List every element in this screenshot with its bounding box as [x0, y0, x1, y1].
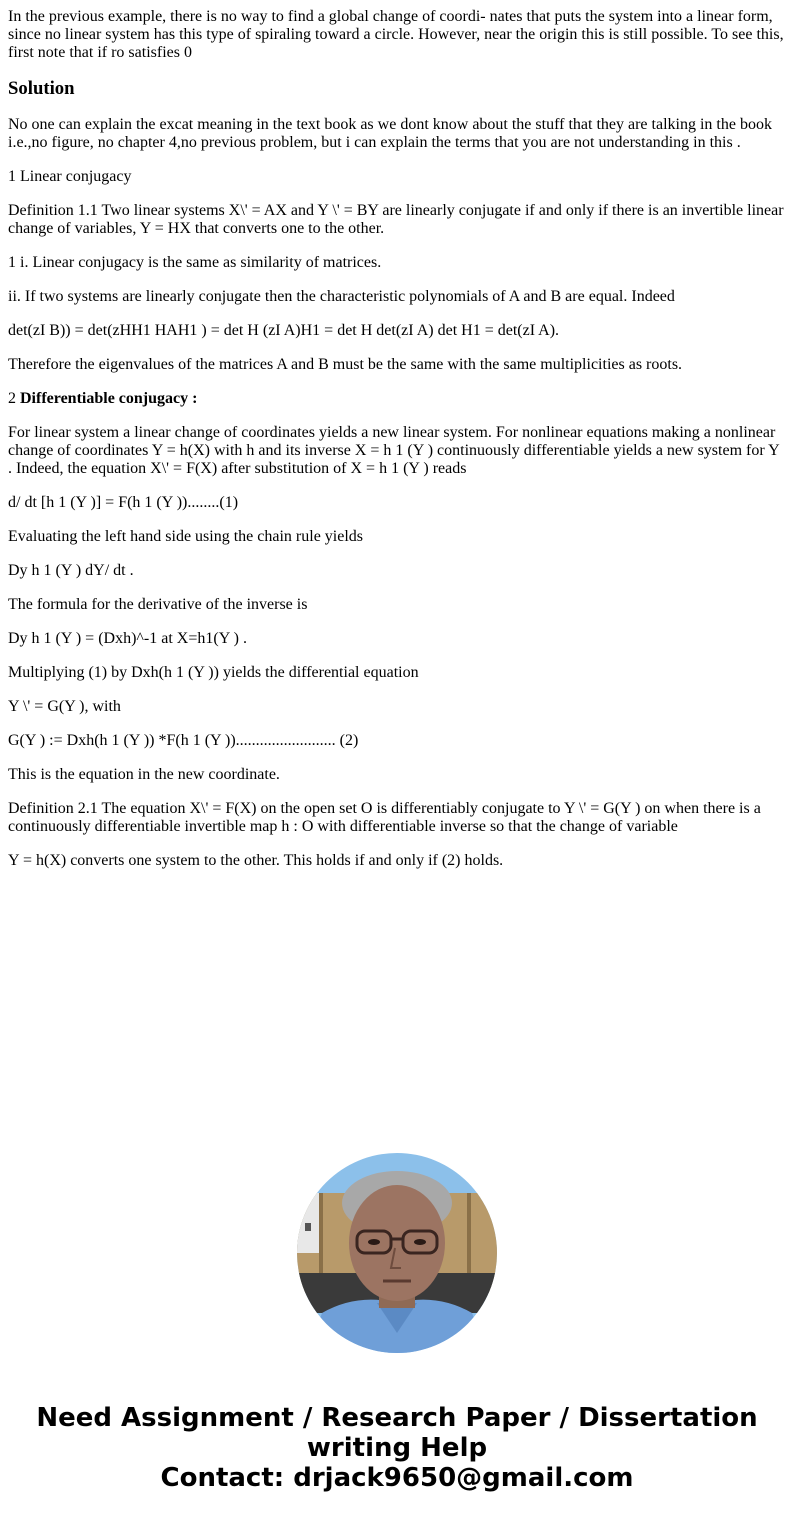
section-2-intro: For linear system a linear change of coordinates yields a new linear system. For nonlinear equations making a nonlinear change of coordinates Y = h(X) with h and its inverse X = h 1 (Y ) continuously differentiable yields a new system for Y . Indeed, the equation X\' = F(X) after substitution of X = h 1 (Y ) reads — [8, 424, 780, 477]
equation-1: d/ dt [h 1 (Y )] = F(h 1 (Y ))........(1) — [8, 494, 239, 511]
promo-line-1: Need Assignment / Research Paper / Dissertation — [36, 1403, 758, 1433]
inverse-formula: Dy h 1 (Y ) = (Dxh)^-1 at X=h1(Y ) . — [8, 630, 247, 647]
section-2-number: 2 — [8, 390, 20, 407]
section-1-title: 1 Linear conjugacy — [8, 168, 132, 185]
question-text: In the previous example, there is no way to find a global change of coordi- nates that puts the system into a linear form, since no linear system has this type of spiraling toward a circle. However, near the origin this is still possible. To see this, first note that if ro satisfies 0 — [8, 8, 784, 61]
new-system: Y \' = G(Y ), with — [8, 698, 121, 715]
chain-rule-text: Evaluating the left hand side using the chain rule yields — [8, 528, 364, 545]
section-2-title-line — [8, 390, 786, 408]
det-equation: det(zI B)) = det(zHH1 HAH1 ) = det H (zI A)H1 = det H det(zI A) det H1 = det(zI A). — [8, 322, 560, 339]
section-2-title: Differentiable conjugacy : — [20, 390, 198, 407]
eigen-conclusion: Therefore the eigenvalues of the matrices A and B must be the same with the same multiplicities as roots. — [8, 356, 683, 373]
inverse-formula-text: The formula for the derivative of the inverse is — [8, 596, 308, 613]
chain-rule-result: Dy h 1 (Y ) dY/ dt . — [8, 562, 134, 579]
solution-heading: Solution — [8, 78, 75, 99]
definition-2-1: Definition 2.1 The equation X\' = F(X) on the open set O is differentiably conjugate to Y \' = G(Y ) on when there is a continuously differentiable invertible map h : O with differentiable inverse so that the change of variable — [8, 800, 761, 835]
definition-1-1: Definition 1.1 Two linear systems X\' = AX and Y \' = BY are linearly conjugate if and only if there is an invertible linear change of variables, Y = HX that converts one to the other. — [8, 202, 784, 237]
solution-intro: No one can explain the excat meaning in the text book as we dont know about the stuff that they are talking in the book i.e.,no figure, no chapter 4,no previous problem, but i can explain the terms that you are not understanding in this . — [8, 116, 772, 151]
promo-line-2: writing Help — [306, 1433, 488, 1463]
point-i: 1 i. Linear conjugacy is the same as similarity of matrices. — [8, 254, 382, 271]
equation-2: G(Y ) := Dxh(h 1 (Y )) *F(h 1 (Y ))......................... (2) — [8, 732, 359, 749]
document-body — [8, 8, 786, 886]
new-coordinate-text: This is the equation in the new coordinate. — [8, 766, 280, 783]
portrait-image-icon — [297, 1153, 497, 1353]
promo-contact: Contact: drjack9650@gmail.com — [160, 1463, 634, 1493]
conclusion: Y = h(X) converts one system to the other. This holds if and only if (2) holds. — [8, 852, 504, 869]
point-ii: ii. If two systems are linearly conjugate then the characteristic polynomials of A and B are equal. Indeed — [8, 288, 675, 305]
promo-banner — [0, 1403, 794, 1493]
multiply-text: Multiplying (1) by Dxh(h 1 (Y )) yields the differential equation — [8, 664, 419, 681]
author-avatar — [297, 1153, 497, 1353]
